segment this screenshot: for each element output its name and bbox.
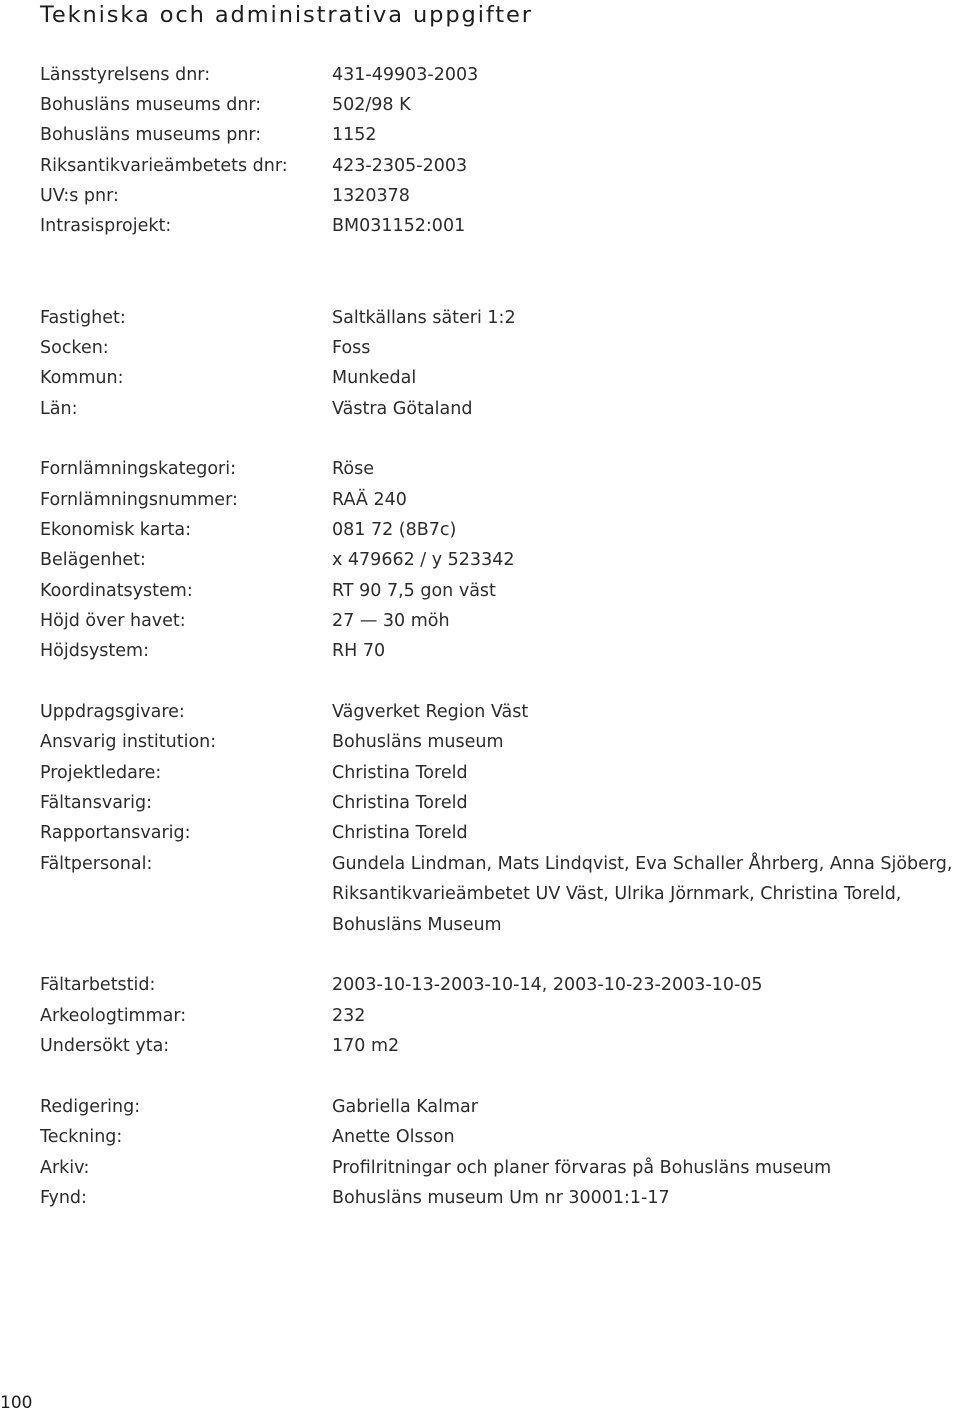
field-value: Christina Toreld (332, 823, 468, 843)
field-label: Projektledare: (40, 763, 162, 783)
field-label: Ansvarig institution: (40, 732, 217, 752)
field-label: Fältpersonal: (40, 854, 153, 874)
field-label: Arkeologtimmar: (40, 1006, 187, 1026)
field-value: 2003-10-13-2003-10-14, 2003-10-23-2003-10-05 (332, 975, 763, 995)
field-value: 170 m2 (332, 1036, 400, 1056)
field-label: Höjdsystem: (40, 641, 149, 661)
field-label: Teckning: (40, 1127, 123, 1147)
field-value: RT 90 7,5 gon väst (332, 581, 496, 601)
field-value: BM031152:001 (332, 216, 466, 236)
field-value: Bohusläns museum (332, 732, 504, 752)
field-value: Gundela Lindman, Mats Lindqvist, Eva Schaller Åhrberg, Anna Sjöberg, Riksantikvarieämbetet UV Väst, Ulrika Jörnmark, Christina Toreld, Bohusläns Museum (332, 854, 953, 935)
field-label: Fältarbetstid: (40, 975, 156, 995)
field-label: Fältansvarig: (40, 793, 152, 813)
field-value: RH 70 (332, 641, 386, 661)
field-label: Kommun: (40, 368, 124, 388)
field-label: Rapportansvarig: (40, 823, 191, 843)
field-value: Röse (332, 459, 374, 479)
field-value: 431-49903-2003 (332, 65, 479, 85)
field-label: Socken: (40, 338, 109, 358)
field-value: 1152 (332, 125, 377, 145)
field-value: Christina Toreld (332, 793, 468, 813)
field-value: Bohusläns museum Um nr 30001:1-17 (332, 1188, 670, 1208)
field-label: Bohusläns museums dnr: (40, 95, 262, 115)
field-label: Fynd: (40, 1188, 87, 1208)
field-label: Fornlämningsnummer: (40, 490, 238, 510)
field-value: 232 (332, 1006, 366, 1026)
page-number: 100 (0, 1393, 33, 1413)
field-value: Munkedal (332, 368, 417, 388)
field-value: Vägverket Region Väst (332, 702, 529, 722)
field-label: Redigering: (40, 1097, 141, 1117)
field-value: x 479662 / y 523342 (332, 550, 515, 570)
field-label: Höjd över havet: (40, 611, 186, 631)
field-value: Foss (332, 338, 371, 358)
field-value: Gabriella Kalmar (332, 1097, 478, 1117)
field-value: 081 72 (8B7c) (332, 520, 457, 540)
field-label: Fornlämningskategori: (40, 459, 236, 479)
field-value: Profilritningar och planer förvaras på Bohusläns museum (332, 1158, 832, 1178)
field-label: Koordinatsystem: (40, 581, 193, 601)
field-label: Arkiv: (40, 1158, 90, 1178)
field-value: Västra Götaland (332, 399, 473, 419)
field-label: Fastighet: (40, 308, 126, 328)
field-value: 502/98 K (332, 95, 411, 115)
field-label: Ekonomisk karta: (40, 520, 192, 540)
field-label: Uppdragsgivare: (40, 702, 185, 722)
field-label: Belägenhet: (40, 550, 146, 570)
field-label: Bohusläns museums pnr: (40, 125, 262, 145)
field-value: RAÄ 240 (332, 490, 407, 510)
field-label: UV:s pnr: (40, 186, 119, 206)
field-label: Län: (40, 399, 78, 419)
field-value: Christina Toreld (332, 763, 468, 783)
field-label: Länsstyrelsens dnr: (40, 65, 211, 85)
field-value: 423-2305-2003 (332, 156, 468, 176)
field-value: 1320378 (332, 186, 410, 206)
field-label: Undersökt yta: (40, 1036, 170, 1056)
field-value: Anette Olsson (332, 1127, 455, 1147)
field-label: Intrasisprojekt: (40, 216, 172, 236)
field-value: Saltkällans säteri 1:2 (332, 308, 516, 328)
field-label: Riksantikvarieämbetets dnr: (40, 156, 288, 176)
field-value: 27 — 30 möh (332, 611, 450, 631)
page-title: Tekniska och administrativa uppgifter (40, 2, 533, 28)
